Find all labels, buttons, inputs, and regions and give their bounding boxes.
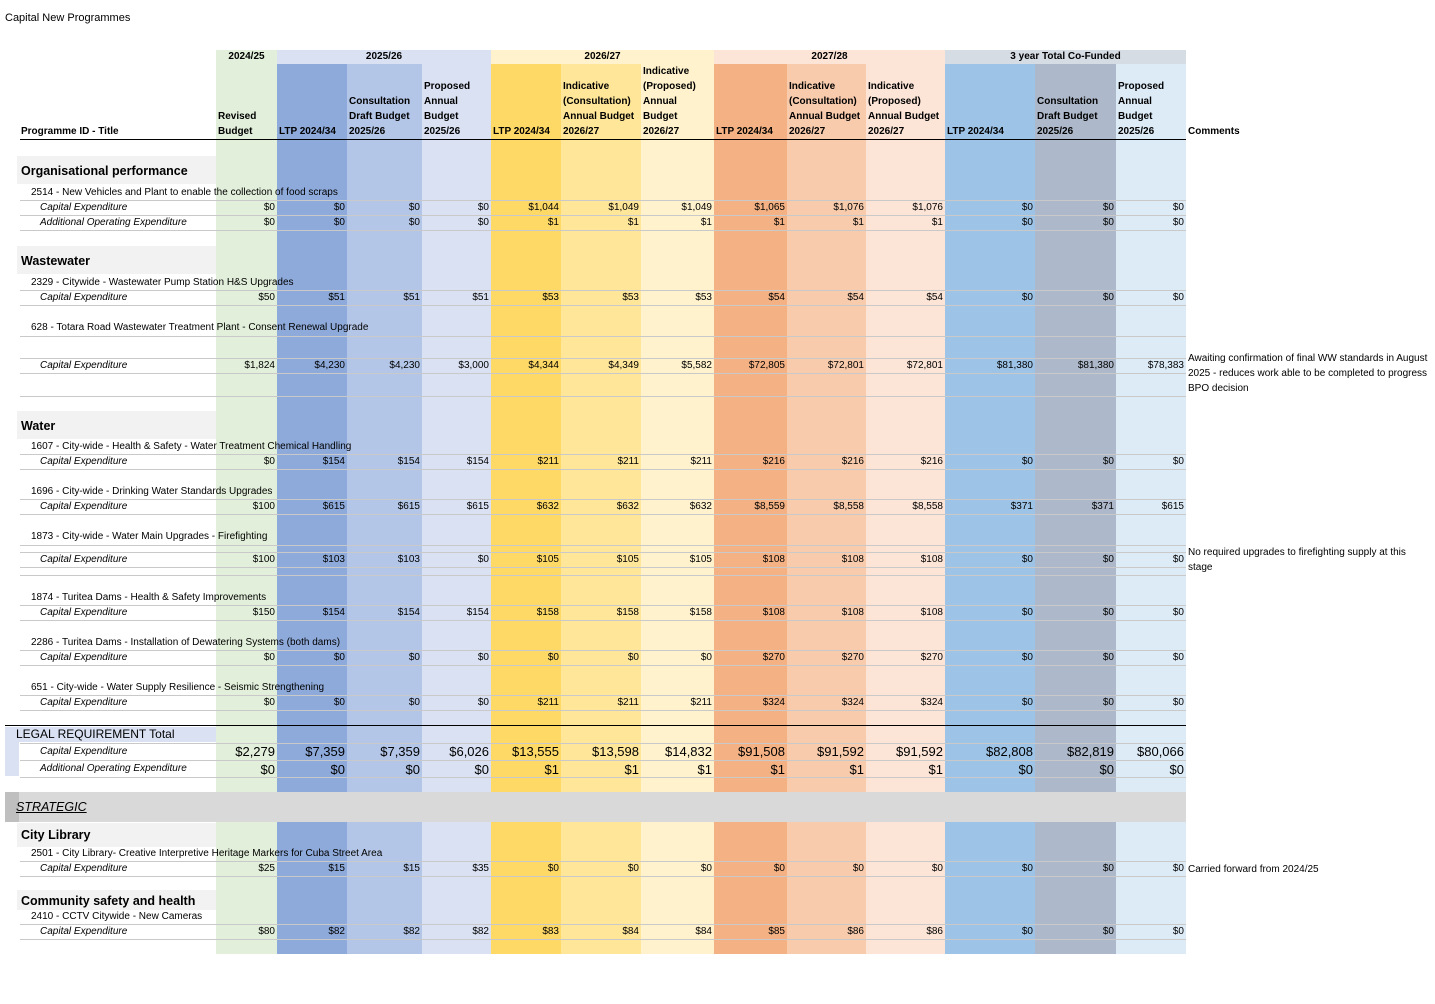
cell-r628-7: $72,805 [748,360,785,371]
row-rule [20,665,1186,666]
row-rule [20,552,1186,553]
row-rule [20,373,1186,374]
cell-rtotc-8: $91,592 [817,744,864,759]
cell-r1874-12: $0 [1172,607,1184,618]
programme-2410: 2410 - CCTV Citywide - New Cameras [31,911,203,922]
cell-r2286-2: $0 [408,652,420,663]
programme-1696: 1696 - City-wide - Drinking Water Standards Upgrades [31,486,273,497]
cell-rtotc-1: $7,359 [305,744,345,759]
cell-r2329-5: $53 [622,292,639,303]
cell-r2514c-6: $1,049 [681,202,712,213]
cell-rtotc-12: $80,066 [1137,744,1184,759]
column-header-10: LTP 2024/34 [947,126,1004,137]
row-label-capex: Capital Expenditure [40,501,128,512]
row-rule [20,396,1186,397]
row-rule [20,514,1186,515]
section-community-safety: Community safety and health [17,890,216,910]
comments-header: Comments [1188,126,1240,137]
cell-r2514c-0: $0 [263,202,275,213]
cell-r2514o-0: $0 [263,217,275,228]
header-group-2627: 2026/27 [584,51,621,62]
cell-r2514o-12: $0 [1172,217,1184,228]
cell-r628-2: $4,230 [389,360,420,371]
row-rule [20,215,1186,216]
section-organisational-performance: Organisational performance [17,156,216,184]
cell-rtoto-9: $1 [928,762,943,777]
cell-r2514o-11: $0 [1102,217,1114,228]
row-label-capex: Capital Expenditure [40,697,128,708]
cell-r1607-4: $211 [537,456,559,467]
cell-r2514o-1: $0 [333,217,345,228]
legal-total-stripe [5,742,19,776]
row-rule [20,861,1186,862]
cell-r651-8: $324 [841,697,864,708]
row-rule [20,454,1186,455]
cell-r2410-1: $82 [328,926,345,937]
cell-r2514o-8: $1 [852,217,864,228]
row-rule [20,469,1186,470]
cell-r1873-4: $105 [536,554,559,565]
cell-r2410-11: $0 [1102,926,1114,937]
cell-r2501-10: $0 [1021,863,1033,874]
cell-r2329-8: $54 [847,292,864,303]
programme-2286: 2286 - Turitea Dams - Installation of Dewatering Systems (both dams) [31,637,341,648]
cell-r2286-6: $0 [700,652,712,663]
column-header-0: Revised Budget [218,111,257,137]
cell-r651-11: $0 [1102,697,1114,708]
cell-r2514o-5: $1 [627,217,639,228]
cell-r2410-12: $0 [1172,926,1184,937]
cell-r651-6: $211 [690,697,712,708]
cell-r2514c-11: $0 [1102,202,1114,213]
cell-r1696-2: $615 [397,501,420,512]
cell-r2329-12: $0 [1172,292,1184,303]
legal-total-rule [5,725,1186,726]
row-label-capex: Capital Expenditure [40,746,128,757]
row-rule [20,230,1186,231]
cell-r628-8: $72,801 [827,360,864,371]
cell-r2329-0: $50 [258,292,275,303]
cell-r1874-11: $0 [1102,607,1114,618]
cell-r1696-1: $615 [322,501,345,512]
cell-r2410-5: $84 [622,926,639,937]
cell-r628-3: $3,000 [458,360,489,371]
cell-r628-10: $81,380 [996,360,1033,371]
cell-r1696-11: $371 [1091,501,1114,512]
cell-r651-10: $0 [1021,697,1033,708]
row-label-capex: Capital Expenditure [40,554,128,565]
cell-r2514c-9: $1,076 [912,202,943,213]
row-rule [20,545,1186,546]
cell-r2329-1: $51 [328,292,345,303]
cell-r2329-7: $54 [768,292,785,303]
cell-rtoto-7: $1 [770,762,785,777]
cell-r1873-5: $105 [616,554,639,565]
row-rule [20,710,1186,711]
cell-r1607-12: $0 [1172,456,1184,467]
cell-r2501-3: $35 [472,863,489,874]
cell-r651-4: $211 [537,697,559,708]
cell-r1873-8: $108 [841,554,864,565]
cell-r2514c-10: $0 [1021,202,1033,213]
cell-rtotc-2: $7,359 [380,744,420,759]
row-rule [20,358,1186,359]
cell-r2410-10: $0 [1021,926,1033,937]
cell-r1607-9: $216 [920,456,943,467]
cell-r2286-8: $270 [841,652,864,663]
programme-1873: 1873 - City-wide - Water Main Upgrades - Firefighting [31,531,268,542]
row-rule [20,695,1186,696]
cell-r2329-3: $51 [472,292,489,303]
cell-r2514o-6: $1 [700,217,712,228]
row-label-capex: Capital Expenditure [40,456,128,467]
cell-r1874-9: $108 [920,607,943,618]
cell-r2410-2: $82 [403,926,420,937]
cell-r651-2: $0 [408,697,420,708]
cell-r1696-12: $615 [1161,501,1184,512]
cell-r1607-6: $211 [690,456,712,467]
header-group-3year: 3 year Total Co-Funded [1010,51,1121,62]
cell-rtotc-9: $91,592 [896,744,943,759]
column-header-8: Indicative (Consultation) Annual Budget 2026/27 [789,81,861,137]
row-label-capex: Capital Expenditure [40,863,128,874]
row-rule [20,777,1186,778]
cell-r2514o-4: $1 [547,217,559,228]
column-header-2: Consultation Draft Budget 2025/26 [349,96,411,137]
row-label-opex: Additional Operating Expenditure [40,763,187,774]
row-rule [20,575,1186,576]
cell-rtoto-3: $0 [474,762,489,777]
cell-r2501-0: $25 [258,863,275,874]
cell-r1696-10: $371 [1010,501,1033,512]
cell-r2501-8: $0 [852,863,864,874]
cell-r1696-8: $8,558 [833,501,864,512]
cell-r2410-8: $86 [847,926,864,937]
cell-rtotc-3: $6,026 [449,744,489,759]
strategic-heading: STRATEGIC [16,800,87,814]
cell-r1873-2: $103 [397,554,420,565]
cell-r1874-6: $158 [689,607,712,618]
cell-r628-5: $4,349 [608,360,639,371]
cell-r1874-0: $150 [252,607,275,618]
row-rule [20,924,1186,925]
row-label-capex: Capital Expenditure [40,202,128,213]
cell-r1874-2: $154 [397,607,420,618]
row-rule [20,605,1186,606]
cell-rtotc-0: $2,279 [235,744,275,759]
cell-r1696-5: $632 [616,501,639,512]
row-rule [20,336,1186,337]
cell-r2410-7: $85 [768,926,785,937]
cell-rtoto-1: $0 [330,762,345,777]
column-header-7: LTP 2024/34 [716,126,773,137]
cell-r2286-10: $0 [1021,652,1033,663]
cell-r2286-3: $0 [477,652,489,663]
cell-rtoto-6: $1 [697,762,712,777]
cell-r2514o-9: $1 [931,217,943,228]
cell-r2514c-2: $0 [408,202,420,213]
row-rule [20,200,1186,201]
cell-r1607-11: $0 [1102,456,1114,467]
cell-rtotc-5: $13,598 [592,744,639,759]
row-label-capex: Capital Expenditure [40,652,128,663]
cell-r2410-0: $80 [258,926,275,937]
cell-r2501-5: $0 [627,863,639,874]
strategic-band [5,792,1186,822]
cell-rtoto-12: $0 [1169,762,1184,777]
column-header-12: Proposed Annual Budget 2025/26 [1118,81,1165,137]
section-water: Water [17,411,216,439]
cell-r651-1: $0 [333,697,345,708]
cell-rtoto-5: $1 [624,762,639,777]
cell-r2286-9: $270 [920,652,943,663]
row-label-capex: Capital Expenditure [40,926,128,937]
cell-r1607-0: $0 [263,456,275,467]
cell-r2501-12: $0 [1172,863,1184,874]
cell-r651-7: $324 [762,697,785,708]
cell-r1874-3: $154 [466,607,489,618]
cell-r2329-11: $0 [1102,292,1114,303]
cell-r1607-1: $154 [322,456,345,467]
row-label-opex: Additional Operating Expenditure [40,217,187,228]
cell-r2501-1: $15 [328,863,345,874]
cell-r1873-7: $108 [762,554,785,565]
legal-requirement-total: LEGAL REQUIREMENT Total [16,727,175,741]
row-label-capex: Capital Expenditure [40,607,128,618]
row-label-capex: Capital Expenditure [40,360,128,371]
cell-r1873-3: $0 [477,554,489,565]
cell-rtotc-10: $82,808 [986,744,1033,759]
cell-r1873-6: $105 [689,554,712,565]
cell-r1874-1: $154 [322,607,345,618]
cell-r628-12: $78,383 [1147,360,1184,371]
comment-1873: No required upgrades to firefighting supply at this stage [1188,547,1406,573]
cell-r1696-4: $632 [536,501,559,512]
programme-628: 628 - Totara Road Wastewater Treatment Plant - Consent Renewal Upgrade [31,322,369,333]
row-rule [20,760,1186,761]
cell-r2501-9: $0 [931,863,943,874]
cell-rtoto-8: $1 [849,762,864,777]
column-header-4: LTP 2024/34 [493,126,550,137]
column-header-5: Indicative (Consultation) Annual Budget 2026/27 [563,81,635,137]
cell-r2329-4: $53 [542,292,559,303]
cell-r2514c-5: $1,049 [608,202,639,213]
cell-r628-9: $72,801 [906,360,943,371]
cell-r2329-9: $54 [926,292,943,303]
header-group-2526: 2025/26 [365,51,403,62]
cell-r651-9: $324 [920,697,943,708]
cell-r1873-12: $0 [1172,554,1184,565]
cell-r2410-6: $84 [695,926,712,937]
row-rule [20,305,1186,306]
comment-628: Awaiting confirmation of final WW standards in August 2025 - reduces work able to be completed to progress BPO decision [1188,353,1428,394]
programme-2501: 2501 - City Library- Creative Interpretive Heritage Markers for Cuba Street Area [31,848,383,859]
programme-1874: 1874 - Turitea Dams - Health & Safety Improvements [31,592,267,603]
cell-rtoto-11: $0 [1099,762,1114,777]
column-header-6: Indicative (Proposed) Annual Budget 2026/27 [643,66,696,137]
cell-r1873-9: $108 [920,554,943,565]
cell-r1874-5: $158 [616,607,639,618]
cell-r651-3: $0 [477,697,489,708]
cell-r2501-6: $0 [700,863,712,874]
cell-r1607-2: $154 [397,456,420,467]
row-rule [20,650,1186,651]
cell-rtotc-7: $91,508 [738,744,785,759]
cell-r2410-9: $86 [926,926,943,937]
row-rule [20,939,1186,940]
cell-r1696-9: $8,558 [912,501,943,512]
cell-r2501-2: $15 [403,863,420,874]
cell-r1873-1: $103 [322,554,345,565]
cell-r1696-3: $615 [466,501,489,512]
cell-r628-0: $1,824 [244,360,275,371]
cell-rtotc-4: $13,555 [512,744,559,759]
column-header-11: Consultation Draft Budget 2025/26 [1037,96,1099,137]
row-rule [20,620,1186,621]
cell-r2514c-4: $1,044 [528,202,559,213]
cell-r628-11: $81,380 [1077,360,1114,371]
cell-r2329-10: $0 [1021,292,1033,303]
cell-r2514c-1: $0 [333,202,345,213]
cell-r1607-7: $216 [762,456,785,467]
programme-1607: 1607 - City-wide - Health & Safety - Water Treatment Chemical Handling [31,441,352,452]
column-header-1: LTP 2024/34 [279,126,336,137]
cell-r651-0: $0 [263,697,275,708]
cell-r2514c-12: $0 [1172,202,1184,213]
cell-r2514o-2: $0 [408,217,420,228]
cell-r2501-11: $0 [1102,863,1114,874]
cell-r2410-4: $83 [542,926,559,937]
section-wastewater: Wastewater [17,246,216,274]
cell-r2286-7: $270 [762,652,785,663]
cell-r1874-8: $108 [841,607,864,618]
cell-r2514c-7: $1,065 [754,202,785,213]
row-rule [20,743,1186,744]
cell-r1696-0: $100 [252,501,275,512]
cell-r2286-4: $0 [547,652,559,663]
cell-r1873-11: $0 [1102,554,1114,565]
row-rule [20,567,1186,568]
cell-r628-6: $5,582 [681,360,712,371]
header-group-2425: 2024/25 [228,51,265,62]
cell-r1607-3: $154 [466,456,489,467]
cell-r2514c-8: $1,076 [833,202,864,213]
header-group-2728: 2027/28 [811,51,848,62]
cell-r2514o-3: $0 [477,217,489,228]
column-header-9: Indicative (Proposed) Annual Budget 2026/27 [868,81,940,137]
programme-header: Programme ID - Title [21,126,119,137]
cell-rtoto-0: $0 [260,762,275,777]
cell-r2286-5: $0 [627,652,639,663]
cell-rtoto-10: $0 [1018,762,1033,777]
cell-r1874-7: $108 [762,607,785,618]
cell-r651-5: $211 [617,697,639,708]
cell-r2286-12: $0 [1172,652,1184,663]
cell-r628-1: $4,230 [314,360,345,371]
programme-2514: 2514 - New Vehicles and Plant to enable the collection of food scraps [31,187,338,198]
programme-651: 651 - City-wide - Water Supply Resilience - Seismic Strengthening [31,682,325,693]
cell-rtotc-6: $14,832 [665,744,712,759]
row-rule [20,290,1186,291]
comment-2501: Carried forward from 2024/25 [1188,864,1319,875]
section-city-library: City Library [17,823,216,847]
cell-rtoto-2: $0 [405,762,420,777]
cell-r2329-2: $51 [403,292,420,303]
cell-r1607-10: $0 [1021,456,1033,467]
cell-r2514o-10: $0 [1021,217,1033,228]
cell-r2329-6: $53 [695,292,712,303]
cell-rtotc-11: $82,819 [1067,744,1114,759]
programme-2329: 2329 - Citywide - Wastewater Pump Station H&S Upgrades [31,277,294,288]
cell-r1874-4: $158 [536,607,559,618]
cell-r1607-8: $216 [841,456,864,467]
cell-r1696-6: $632 [689,501,712,512]
column-header-3: Proposed Annual Budget 2025/26 [424,81,471,137]
header-rule [20,139,1186,140]
cell-r2514c-3: $0 [477,202,489,213]
cell-r2514o-7: $1 [773,217,785,228]
cell-r2286-11: $0 [1102,652,1114,663]
cell-r1607-5: $211 [617,456,639,467]
cell-r1874-10: $0 [1021,607,1033,618]
row-rule [20,876,1186,877]
cell-r2286-1: $0 [333,652,345,663]
cell-r1873-10: $0 [1021,554,1033,565]
cell-rtoto-4: $1 [544,762,559,777]
cell-r2501-7: $0 [773,863,785,874]
cell-r2501-4: $0 [547,863,559,874]
cell-r2286-0: $0 [263,652,275,663]
cell-r628-4: $4,344 [528,360,559,371]
cell-r2410-3: $82 [472,926,489,937]
row-rule [20,499,1186,500]
cell-r1873-0: $100 [252,554,275,565]
page-title: Capital New Programmes [5,12,131,24]
cell-r1696-7: $8,559 [754,501,785,512]
row-label-capex: Capital Expenditure [40,292,128,303]
cell-r651-12: $0 [1172,697,1184,708]
